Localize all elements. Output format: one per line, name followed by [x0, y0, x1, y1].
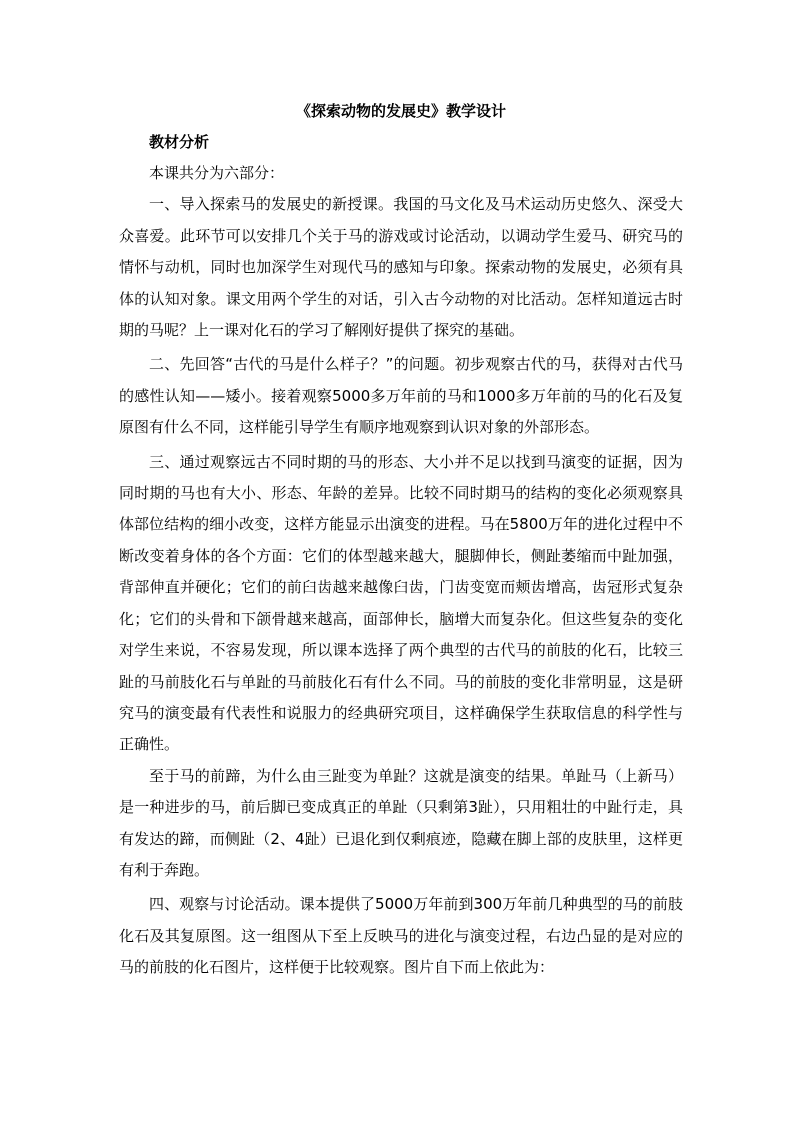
- paragraph-intro: 本课共分为六部分：: [149, 164, 285, 182]
- section-heading: 教材分析: [149, 133, 210, 151]
- document-title: 《探索动物的发展史》教学设计: [295, 102, 506, 120]
- paragraph-part-4: 四、观察与讨论活动。课本提供了5000万年前到300万年前几种典型的马的前肢化石及其复原图。这一组图从下至上反映马的进化与演变过程，右边凸显的是对应的马的前肢的化石图片，这样便于比较观察。图片自下而上依此为：: [119, 895, 683, 977]
- document-body: [119, 97, 683, 984]
- paragraph-part-2: 二、先回答“古代的马是什么样子？”的问题。初步观察古代的马，获得对古代马的感性认知——矮小。接着观察5000多万年前的马和1000多万年前的马的化石及复原图有什么不同，这样能引导学生有顺序地观察到认识对象的外部形态。: [119, 355, 683, 437]
- paragraph-part-3: 三、通过观察远古不同时期的马的形态、大小并不足以找到马演变的证据，因为同时期的马也有大小、形态、年龄的差异。比较不同时期马的结构的变化必须观察具体部位结构的细小改变，这样方能显示出演变的进程。马在5800万年的进化过程中不断改变着身体的各个方面：它们的体型越来越大，腿脚伸长，侧趾萎缩而中趾加强，背部伸直并硬化；它们的前臼齿越来越像臼齿，门齿变宽而颊齿增高，齿冠形式复杂化；它们的头骨和下颌骨越来越高，面部伸长，脑增大而复杂化。但这些复杂的变化对学生来说，不容易发现，所以课本选择了两个典型的古代马的前肢的化石，比较三趾的马前肢化石与单趾的马前肢化石有什么不同。马的前肢的变化非常明显，这是研究马的演变最有代表性和说服力的经典研究项目，这样确保学生获取信息的科学性与正确性。: [119, 452, 683, 754]
- paragraph-part-3-continued: 至于马的前蹄，为什么由三趾变为单趾？这就是演变的结果。单趾马（上新马）是一种进步的马，前后脚已变成真正的单趾（只剩第3趾），只用粗壮的中趾行走，具有发达的蹄，而侧趾（2、4趾）已退化到仅剩痕迹，隐藏在脚上部的皮肤里，这样更有利于奔跑。: [119, 766, 683, 879]
- paragraph-part-1: 一、导入探索马的发展史的新授课。我国的马文化及马术运动历史悠久、深受大众喜爱。此环节可以安排几个关于马的游戏或讨论活动，以调动学生爱马、研究马的情怀与动机，同时也加深学生对现代马的感知与印象。探索动物的发展史，必须有具体的认知对象。课文用两个学生的对话，引入古今动物的对比活动。怎样知道远古时期的马呢？上一课对化石的学习了解刚好提供了探究的基础。: [119, 195, 683, 340]
